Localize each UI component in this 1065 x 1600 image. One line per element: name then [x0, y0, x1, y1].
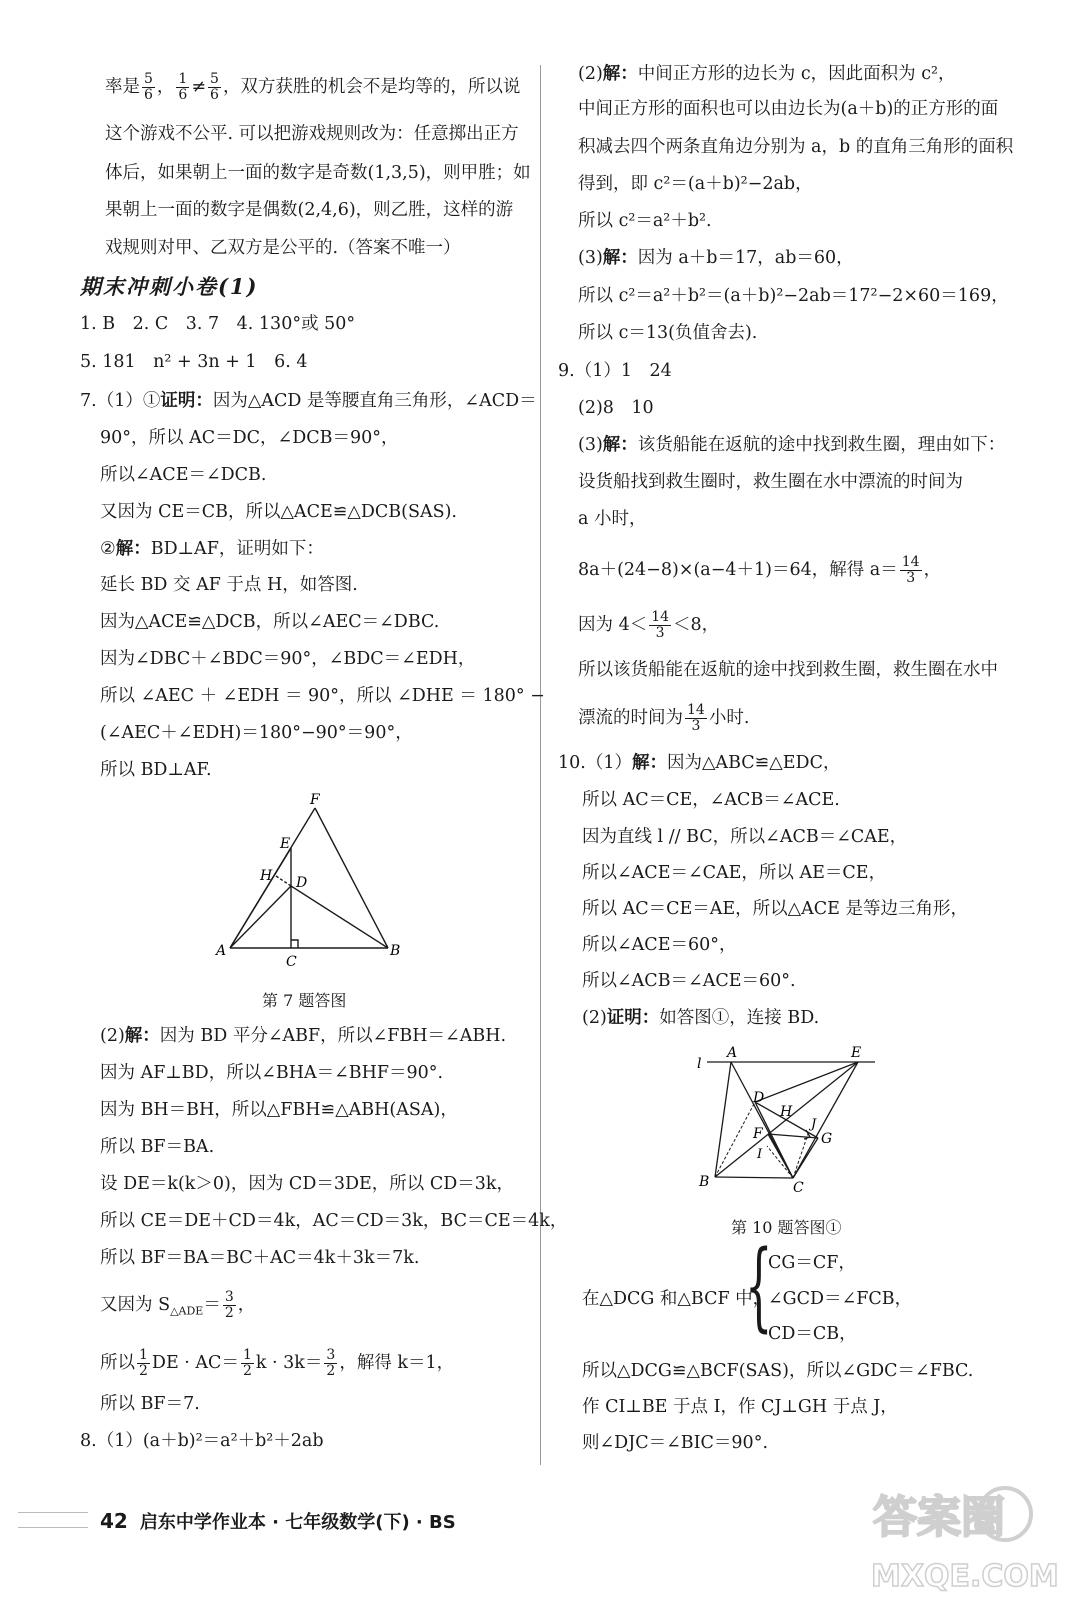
system-line: ∠GCD＝∠FCB， [768, 1289, 913, 1309]
label-b: B [699, 1174, 710, 1190]
text-line: 戏规则对甲、乙双方是公平的.（答案不唯一） [105, 238, 461, 258]
figure-10-caption: 第 10 题答图① [731, 1218, 842, 1237]
label-d: D [753, 1090, 765, 1106]
r-line: 积减去四个两条直角边分别为 a，b 的直角三角形的面积 [578, 137, 1014, 157]
system-line: CD＝CB， [768, 1324, 857, 1344]
r-line: 所以 c＝13(负值舍去). [578, 323, 758, 343]
q9-line: a 小时， [578, 509, 647, 529]
q7-line: ②解：BD⊥AF，证明如下： [100, 539, 324, 559]
segment-ad [230, 886, 291, 948]
q7b-line: 设 DE＝k(k＞0)，因为 CD＝3DE，所以 CD＝3k， [100, 1174, 515, 1194]
label-i: I [757, 1147, 763, 1162]
label-a: A [216, 943, 227, 959]
q10-line: 所以 AC＝CE，∠ACB＝∠ACE. [582, 790, 840, 810]
book-title: 启东中学作业本 · 七年级数学(下) · BS [139, 1512, 456, 1533]
r-line: 所以 c²＝a²＋b². [578, 211, 712, 231]
q7-line: 90°，所以 AC＝DC，∠DCB＝90°， [100, 428, 399, 448]
figure-10-diagram [693, 1042, 883, 1197]
r-line: 得到，即 c²＝(a＋b)²−2ab， [578, 174, 813, 194]
segment-dh [276, 876, 291, 886]
brace: { [745, 1230, 773, 1342]
q7b-line: 因为 BH＝BH，所以△FBH≌△ABH(ASA)， [100, 1100, 458, 1120]
page-footer [100, 1508, 456, 1534]
label-h: H [780, 1104, 793, 1120]
text-line: 这个游戏不公平. 可以把游戏规则改为：任意掷出正方 [105, 124, 519, 144]
q9-line: 所以该货船能在返航的途中找到救生圈，救生圈在水中 [578, 660, 998, 680]
q7-line: (∠AEC＋∠EDH)＝180°−90°＝90°， [100, 723, 413, 743]
q10-line: 则∠DJC＝∠BIC＝90°. [582, 1433, 769, 1453]
q7b-line: 所以 CE＝DE＋CD＝4k，AC＝CD＝3k，BC＝CE＝4k， [100, 1211, 568, 1231]
q10-line: 所以∠ACE＝∠CAE，所以 AE＝CE， [582, 863, 887, 883]
r-line: (2)解：中间正方形的边长为 c，因此面积为 c²， [578, 64, 956, 84]
q7-line: 因为∠DBC＋∠BDC＝90°，∠BDC＝∠EDH， [100, 649, 476, 669]
q7b-line: 所以 BF＝7. [100, 1394, 200, 1414]
text-line: 果朝上一面的数字是偶数(2,4,6)，则乙胜，这样的游 [105, 200, 514, 220]
system-prefix: 在△DCG 和△BCF 中， [582, 1289, 771, 1309]
q7-line: 因为△ACE≌△DCB，所以∠AEC＝∠DBC. [100, 612, 440, 632]
q9-line: 9.（1）1 24 [558, 361, 672, 381]
segment-ab [715, 1062, 731, 1177]
answer-line: 5. 181 n² + 3n + 1 6. 4 [80, 352, 308, 372]
q7b-line: 又因为 $S_{\triangle ADE}=$ $\frac{3}{2}$ ， [100, 1289, 256, 1321]
watermark-text: 答案圈 [873, 1492, 1005, 1543]
segment-bd [291, 886, 388, 948]
q7b-line: (2)解：因为 BD 平分∠ABF，所以∠FBH＝∠ABH. [100, 1026, 507, 1046]
segment-de [755, 1062, 858, 1102]
q7b-line: 所以 BF＝BA. [100, 1137, 215, 1157]
segment-bd-dashed [715, 1102, 755, 1177]
segment-ec [793, 1062, 858, 1178]
page-number: 42 [100, 1509, 128, 1533]
q7-line: 所以 BD⊥AF. [100, 760, 212, 780]
q9-line: (2)8 10 [578, 398, 654, 418]
segment-bc [715, 1177, 793, 1178]
q10-line: 所以 AC＝CE＝AE，所以△ACE 是等边三角形， [582, 899, 968, 919]
figure-7-diagram [210, 790, 410, 975]
label-f: F [310, 792, 320, 808]
q10-line: 所以∠ACB＝∠ACE＝60°. [582, 971, 796, 991]
q10-line: (2)证明：如答图①，连接 BD. [582, 1008, 820, 1028]
system-line: CG＝CF， [768, 1253, 856, 1273]
q10-line: 所以△DCG≌△BCF(SAS)，所以∠GDC＝∠FBC. [582, 1361, 974, 1381]
watermark-logo [865, 1468, 1059, 1596]
r-line: (3)解：因为 a＋b＝17，ab＝60， [578, 248, 854, 268]
r-line: 所以 c²＝a²＋b²＝(a＋b)²−2ab＝17²−2×60＝169， [578, 286, 1009, 306]
segment-gc [793, 1138, 818, 1178]
segment-ae [230, 848, 291, 948]
label-a: A [727, 1045, 738, 1061]
q9-line: (3)解：该货船能在返航的途中找到救生圈，理由如下： [578, 435, 1006, 455]
answer-line: 1. B 2. C 3. 7 4. 130°或 50° [80, 314, 356, 334]
label-f: F [753, 1126, 763, 1142]
segment-fb [315, 808, 388, 948]
footer-decoration [18, 1512, 88, 1528]
q7-line: 7.（1）①证明：因为△ACD 是等腰直角三角形，∠ACD＝ [80, 391, 537, 411]
q10-line: 因为直线 l // BC，所以∠ACB＝∠CAE， [582, 827, 908, 847]
label-l: l [697, 1056, 702, 1072]
segment-fc [768, 1134, 793, 1178]
q10-line: 所以∠ACE＝60°， [582, 935, 737, 955]
q7b-line: 所以 $\frac{1}{2}$ DE · AC＝ $\frac{1}{2}$ k · 3k＝ $\frac{3}{2}$ ，解得 k＝1， [100, 1347, 455, 1379]
column-divider [540, 65, 541, 1465]
figure-7-caption: 第 7 题答图 [262, 991, 347, 1010]
label-j: J [811, 1117, 817, 1132]
label-b: B [390, 943, 401, 959]
text-line: 率是 $\frac{5}{6}$ ， $\frac{1}{6}$ ≠ $\frac{5}{6}$ ，双方获胜的机会不是均等的，所以说 [105, 71, 521, 103]
q10-line: 10.（1）解：因为△ABC≌△EDC， [558, 753, 841, 773]
label-c: C [286, 954, 297, 970]
text-line: 体后，如果朝上一面的数字是奇数(1,3,5)，则甲胜；如 [105, 163, 531, 183]
q7-line: 又因为 CE＝CB，所以△ACE≌△DCB(SAS). [100, 502, 457, 522]
label-c: C [793, 1180, 804, 1196]
q7-line: 所以 ∠AEC ＋ ∠EDH ＝ 90°，所以 ∠DHE ＝ 180° − [100, 686, 545, 706]
q7-line: 所以∠ACE＝∠DCB. [100, 465, 267, 485]
q7b-line: 因为 AF⊥BD，所以∠BHA＝∠BHF＝90°. [100, 1063, 444, 1083]
q9-line: 漂流的时间为 $\frac{14}{3}$ 小时. [578, 702, 750, 734]
label-e: E [851, 1045, 862, 1061]
label-g: G [821, 1131, 833, 1147]
r-line: 中间正方形的面积也可以由边长为(a＋b)的正方形的面 [578, 99, 999, 119]
label-e: E [280, 836, 291, 852]
section-title: 期末冲刺小卷(1) [80, 274, 259, 299]
label-d: D [296, 875, 308, 891]
q7-line: 延长 BD 交 AF 于点 H，如答图. [100, 575, 358, 595]
label-h: H [260, 868, 273, 884]
q7b-line: 所以 BF＝BA＝BC＋AC＝4k＋3k＝7k. [100, 1248, 420, 1268]
watermark-url: MXQE.COM [871, 1559, 1059, 1594]
q8-line: 8.（1）(a＋b)²＝a²＋b²＋2ab [80, 1431, 324, 1451]
q9-line: 8a＋(24−8)×(a−4＋1)＝64，解得 a＝ $\frac{14}{3}$ ， [578, 554, 942, 586]
q10-line: 作 CI⊥BE 于点 I，作 CJ⊥GH 于点 J， [582, 1397, 898, 1417]
right-angle-mark [291, 940, 298, 948]
q9-line: 设货船找到救生圈时，救生圈在水中漂流的时间为 [578, 472, 963, 492]
q9-line: 因为 4＜ $\frac{14}{3}$ ＜8， [578, 609, 720, 641]
